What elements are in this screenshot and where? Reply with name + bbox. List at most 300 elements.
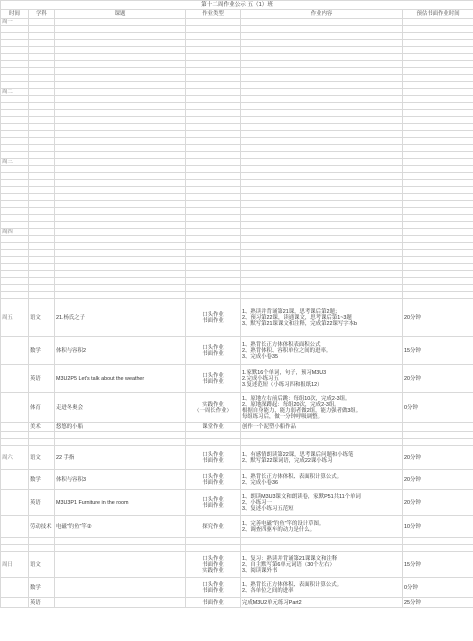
topic-cell[interactable]: 体积与容积3: [55, 470, 186, 490]
empty-cell[interactable]: [1, 33, 29, 40]
empty-cell[interactable]: [186, 26, 241, 33]
empty-cell[interactable]: [29, 159, 55, 166]
empty-cell[interactable]: [403, 250, 473, 257]
empty-cell[interactable]: [29, 96, 55, 103]
topic-cell[interactable]: 21.杨氏之子: [55, 299, 186, 337]
empty-cell[interactable]: [186, 152, 241, 159]
empty-cell[interactable]: [29, 439, 55, 446]
empty-cell[interactable]: [186, 538, 241, 545]
empty-cell[interactable]: [186, 215, 241, 222]
content-cell[interactable]: [241, 578, 403, 598]
empty-cell[interactable]: [1, 96, 29, 103]
empty-cell[interactable]: [55, 145, 186, 152]
empty-cell[interactable]: [55, 173, 186, 180]
empty-cell[interactable]: [55, 545, 186, 552]
empty-cell[interactable]: [186, 545, 241, 552]
empty-cell[interactable]: [241, 96, 403, 103]
empty-cell[interactable]: [403, 152, 473, 159]
empty-cell[interactable]: [403, 439, 473, 446]
empty-cell[interactable]: [55, 215, 186, 222]
empty-cell[interactable]: [1, 264, 29, 271]
type-cell[interactable]: [186, 423, 241, 432]
subject-cell[interactable]: 英语: [29, 598, 55, 608]
empty-cell[interactable]: [186, 278, 241, 285]
empty-cell[interactable]: [55, 117, 186, 124]
empty-cell[interactable]: [29, 110, 55, 117]
empty-cell[interactable]: [29, 201, 55, 208]
empty-cell[interactable]: [1, 26, 29, 33]
empty-cell[interactable]: [403, 89, 473, 96]
time-cell[interactable]: 20分钟: [403, 446, 473, 470]
topic-cell[interactable]: 走进冬奥会: [55, 393, 186, 423]
topic-cell[interactable]: 悠悠的小船: [55, 423, 186, 432]
empty-cell[interactable]: [1, 180, 29, 187]
empty-cell[interactable]: [241, 236, 403, 243]
empty-cell[interactable]: [403, 194, 473, 201]
empty-cell[interactable]: [29, 19, 55, 26]
type-cell[interactable]: [186, 337, 241, 365]
empty-cell[interactable]: [55, 236, 186, 243]
topic-cell[interactable]: 22 手指: [55, 446, 186, 470]
empty-cell[interactable]: [1, 432, 29, 439]
empty-cell[interactable]: [403, 201, 473, 208]
empty-cell[interactable]: [186, 103, 241, 110]
empty-cell[interactable]: [55, 82, 186, 89]
empty-cell[interactable]: [55, 152, 186, 159]
empty-cell[interactable]: [403, 264, 473, 271]
day-label[interactable]: 周四: [1, 229, 29, 236]
empty-cell[interactable]: [55, 292, 186, 299]
empty-cell[interactable]: [29, 229, 55, 236]
empty-cell[interactable]: [55, 166, 186, 173]
empty-cell[interactable]: [241, 285, 403, 292]
empty-cell[interactable]: [55, 68, 186, 75]
empty-cell[interactable]: [403, 180, 473, 187]
empty-cell[interactable]: [241, 82, 403, 89]
empty-cell[interactable]: [241, 194, 403, 201]
empty-cell[interactable]: [241, 173, 403, 180]
col-type-header[interactable]: 作业类型: [186, 10, 241, 19]
time-cell[interactable]: 25分钟: [403, 598, 473, 608]
empty-cell[interactable]: [1, 439, 29, 446]
empty-cell[interactable]: [403, 432, 473, 439]
type-cell[interactable]: [186, 365, 241, 393]
empty-cell[interactable]: [29, 131, 55, 138]
subject-cell[interactable]: 语文: [29, 299, 55, 337]
empty-cell[interactable]: [241, 187, 403, 194]
subject-cell[interactable]: 英语: [29, 365, 55, 393]
empty-cell[interactable]: [241, 40, 403, 47]
empty-cell[interactable]: [403, 33, 473, 40]
empty-cell[interactable]: [29, 40, 55, 47]
empty-cell[interactable]: [186, 117, 241, 124]
empty-cell[interactable]: [55, 33, 186, 40]
empty-cell[interactable]: [1, 131, 29, 138]
empty-cell[interactable]: [29, 47, 55, 54]
empty-cell[interactable]: [186, 145, 241, 152]
time-cell[interactable]: 20分钟: [403, 470, 473, 490]
day-label[interactable]: [1, 423, 29, 432]
time-cell[interactable]: 0分钟: [403, 578, 473, 598]
empty-cell[interactable]: [241, 250, 403, 257]
empty-cell[interactable]: [241, 124, 403, 131]
col-minutes-header[interactable]: 预估书面作业时间: [403, 10, 473, 19]
empty-cell[interactable]: [1, 152, 29, 159]
empty-cell[interactable]: [241, 145, 403, 152]
empty-cell[interactable]: [29, 26, 55, 33]
empty-cell[interactable]: [55, 180, 186, 187]
empty-cell[interactable]: [241, 229, 403, 236]
empty-cell[interactable]: [29, 250, 55, 257]
type-cell[interactable]: [186, 470, 241, 490]
empty-cell[interactable]: [29, 166, 55, 173]
empty-cell[interactable]: [241, 180, 403, 187]
empty-cell[interactable]: [241, 47, 403, 54]
subject-cell[interactable]: 美术: [29, 423, 55, 432]
content-cell[interactable]: [241, 337, 403, 365]
empty-cell[interactable]: [1, 138, 29, 145]
empty-cell[interactable]: [55, 285, 186, 292]
empty-cell[interactable]: [29, 89, 55, 96]
empty-cell[interactable]: [186, 285, 241, 292]
empty-cell[interactable]: [55, 439, 186, 446]
empty-cell[interactable]: [29, 222, 55, 229]
empty-cell[interactable]: [29, 257, 55, 264]
empty-cell[interactable]: [241, 432, 403, 439]
empty-cell[interactable]: [29, 292, 55, 299]
empty-cell[interactable]: [241, 545, 403, 552]
type-cell[interactable]: [186, 578, 241, 598]
day-label[interactable]: [1, 470, 29, 490]
empty-cell[interactable]: [1, 166, 29, 173]
empty-cell[interactable]: [241, 278, 403, 285]
empty-cell[interactable]: [403, 545, 473, 552]
empty-cell[interactable]: [403, 538, 473, 545]
empty-cell[interactable]: [55, 103, 186, 110]
topic-cell[interactable]: [55, 552, 186, 578]
empty-cell[interactable]: [186, 96, 241, 103]
empty-cell[interactable]: [55, 208, 186, 215]
day-label[interactable]: [1, 578, 29, 598]
empty-cell[interactable]: [241, 131, 403, 138]
empty-cell[interactable]: [403, 243, 473, 250]
empty-cell[interactable]: [55, 222, 186, 229]
empty-cell[interactable]: [1, 110, 29, 117]
empty-cell[interactable]: [55, 110, 186, 117]
subject-cell[interactable]: 语文: [29, 446, 55, 470]
empty-cell[interactable]: [186, 180, 241, 187]
empty-cell[interactable]: [403, 96, 473, 103]
empty-cell[interactable]: [186, 159, 241, 166]
empty-cell[interactable]: [403, 166, 473, 173]
empty-cell[interactable]: [29, 33, 55, 40]
empty-cell[interactable]: [1, 208, 29, 215]
empty-cell[interactable]: [55, 61, 186, 68]
day-label[interactable]: [1, 337, 29, 365]
empty-cell[interactable]: [55, 538, 186, 545]
empty-cell[interactable]: [403, 68, 473, 75]
time-cell[interactable]: 0分钟: [403, 393, 473, 423]
empty-cell[interactable]: [1, 201, 29, 208]
day-label[interactable]: 周五: [1, 299, 29, 337]
subject-cell[interactable]: 数学: [29, 470, 55, 490]
content-cell[interactable]: [241, 598, 403, 608]
empty-cell[interactable]: [55, 138, 186, 145]
empty-cell[interactable]: [403, 229, 473, 236]
empty-cell[interactable]: [29, 432, 55, 439]
empty-cell[interactable]: [1, 271, 29, 278]
empty-cell[interactable]: [403, 54, 473, 61]
empty-cell[interactable]: [1, 194, 29, 201]
empty-cell[interactable]: [55, 250, 186, 257]
empty-cell[interactable]: [1, 82, 29, 89]
type-cell[interactable]: [186, 552, 241, 578]
subject-cell[interactable]: 数学: [29, 578, 55, 598]
empty-cell[interactable]: [55, 278, 186, 285]
empty-cell[interactable]: [186, 201, 241, 208]
empty-cell[interactable]: [29, 173, 55, 180]
empty-cell[interactable]: [1, 47, 29, 54]
empty-cell[interactable]: [241, 117, 403, 124]
empty-cell[interactable]: [241, 54, 403, 61]
empty-cell[interactable]: [186, 166, 241, 173]
type-cell[interactable]: [186, 446, 241, 470]
topic-cell[interactable]: M3U3P1 Furniture in the room: [55, 490, 186, 516]
empty-cell[interactable]: [403, 47, 473, 54]
empty-cell[interactable]: [186, 173, 241, 180]
empty-cell[interactable]: [29, 545, 55, 552]
empty-cell[interactable]: [403, 40, 473, 47]
content-cell[interactable]: [241, 365, 403, 393]
empty-cell[interactable]: [241, 152, 403, 159]
empty-cell[interactable]: [1, 173, 29, 180]
subject-cell[interactable]: 劳动技术: [29, 516, 55, 538]
empty-cell[interactable]: [403, 61, 473, 68]
content-cell[interactable]: [241, 299, 403, 337]
empty-cell[interactable]: [55, 40, 186, 47]
empty-cell[interactable]: [403, 82, 473, 89]
empty-cell[interactable]: [186, 187, 241, 194]
empty-cell[interactable]: [241, 159, 403, 166]
empty-cell[interactable]: [403, 285, 473, 292]
empty-cell[interactable]: [1, 278, 29, 285]
subject-cell[interactable]: 数学: [29, 337, 55, 365]
empty-cell[interactable]: [186, 208, 241, 215]
type-cell[interactable]: [186, 516, 241, 538]
empty-cell[interactable]: [1, 257, 29, 264]
time-cell[interactable]: 20分钟: [403, 365, 473, 393]
empty-cell[interactable]: [186, 138, 241, 145]
empty-cell[interactable]: [186, 229, 241, 236]
empty-cell[interactable]: [1, 145, 29, 152]
empty-cell[interactable]: [55, 75, 186, 82]
empty-cell[interactable]: [55, 264, 186, 271]
empty-cell[interactable]: [403, 278, 473, 285]
empty-cell[interactable]: [186, 243, 241, 250]
day-label[interactable]: [1, 365, 29, 393]
empty-cell[interactable]: [55, 26, 186, 33]
empty-cell[interactable]: [29, 285, 55, 292]
empty-cell[interactable]: [241, 208, 403, 215]
empty-cell[interactable]: [55, 271, 186, 278]
empty-cell[interactable]: [1, 236, 29, 243]
empty-cell[interactable]: [29, 82, 55, 89]
empty-cell[interactable]: [186, 19, 241, 26]
time-cell[interactable]: 20分钟: [403, 299, 473, 337]
empty-cell[interactable]: [55, 131, 186, 138]
day-label[interactable]: [1, 393, 29, 423]
empty-cell[interactable]: [29, 264, 55, 271]
empty-cell[interactable]: [403, 19, 473, 26]
empty-cell[interactable]: [186, 61, 241, 68]
content-cell[interactable]: [241, 470, 403, 490]
empty-cell[interactable]: [403, 208, 473, 215]
empty-cell[interactable]: [1, 250, 29, 257]
empty-cell[interactable]: [29, 103, 55, 110]
subject-cell[interactable]: 英语: [29, 490, 55, 516]
empty-cell[interactable]: [241, 19, 403, 26]
empty-cell[interactable]: [403, 215, 473, 222]
empty-cell[interactable]: [29, 68, 55, 75]
empty-cell[interactable]: [186, 236, 241, 243]
empty-cell[interactable]: [186, 439, 241, 446]
day-label[interactable]: 周三: [1, 159, 29, 166]
day-label[interactable]: [1, 598, 29, 608]
empty-cell[interactable]: [241, 33, 403, 40]
content-cell[interactable]: [241, 516, 403, 538]
empty-cell[interactable]: [29, 180, 55, 187]
empty-cell[interactable]: [1, 61, 29, 68]
time-cell[interactable]: 15分钟: [403, 337, 473, 365]
empty-cell[interactable]: [241, 75, 403, 82]
empty-cell[interactable]: [55, 124, 186, 131]
empty-cell[interactable]: [186, 222, 241, 229]
empty-cell[interactable]: [29, 61, 55, 68]
empty-cell[interactable]: [55, 194, 186, 201]
empty-cell[interactable]: [403, 110, 473, 117]
empty-cell[interactable]: [29, 271, 55, 278]
empty-cell[interactable]: [186, 432, 241, 439]
empty-cell[interactable]: [186, 292, 241, 299]
empty-cell[interactable]: [1, 54, 29, 61]
col-topic-header[interactable]: 课题: [55, 10, 186, 19]
col-subject-header[interactable]: 学科: [29, 10, 55, 19]
empty-cell[interactable]: [29, 243, 55, 250]
empty-cell[interactable]: [1, 545, 29, 552]
empty-cell[interactable]: [241, 538, 403, 545]
empty-cell[interactable]: [186, 54, 241, 61]
empty-cell[interactable]: [241, 257, 403, 264]
empty-cell[interactable]: [186, 194, 241, 201]
empty-cell[interactable]: [403, 75, 473, 82]
empty-cell[interactable]: [241, 103, 403, 110]
topic-cell[interactable]: M3U2P5 Let's talk about the weather: [55, 365, 186, 393]
empty-cell[interactable]: [186, 40, 241, 47]
empty-cell[interactable]: [241, 61, 403, 68]
empty-cell[interactable]: [55, 243, 186, 250]
empty-cell[interactable]: [241, 89, 403, 96]
empty-cell[interactable]: [55, 19, 186, 26]
empty-cell[interactable]: [241, 201, 403, 208]
empty-cell[interactable]: [1, 117, 29, 124]
empty-cell[interactable]: [29, 124, 55, 131]
empty-cell[interactable]: [55, 47, 186, 54]
empty-cell[interactable]: [29, 236, 55, 243]
day-label[interactable]: 周二: [1, 89, 29, 96]
empty-cell[interactable]: [186, 271, 241, 278]
empty-cell[interactable]: [1, 285, 29, 292]
empty-cell[interactable]: [186, 257, 241, 264]
col-content-header[interactable]: 作业内容: [241, 10, 403, 19]
empty-cell[interactable]: [1, 124, 29, 131]
empty-cell[interactable]: [55, 432, 186, 439]
topic-cell[interactable]: 电磁"钓鱼"竿②: [55, 516, 186, 538]
type-cell[interactable]: [186, 598, 241, 608]
empty-cell[interactable]: [29, 208, 55, 215]
empty-cell[interactable]: [1, 538, 29, 545]
empty-cell[interactable]: [1, 222, 29, 229]
empty-cell[interactable]: [403, 145, 473, 152]
time-cell[interactable]: 15分钟: [403, 552, 473, 578]
type-cell[interactable]: [186, 299, 241, 337]
empty-cell[interactable]: [55, 159, 186, 166]
empty-cell[interactable]: [29, 278, 55, 285]
day-label[interactable]: 周日: [1, 552, 29, 578]
day-label[interactable]: 周六: [1, 446, 29, 470]
empty-cell[interactable]: [241, 110, 403, 117]
empty-cell[interactable]: [186, 89, 241, 96]
empty-cell[interactable]: [55, 89, 186, 96]
empty-cell[interactable]: [186, 33, 241, 40]
empty-cell[interactable]: [1, 292, 29, 299]
content-cell[interactable]: [241, 490, 403, 516]
empty-cell[interactable]: [403, 103, 473, 110]
empty-cell[interactable]: [241, 243, 403, 250]
empty-cell[interactable]: [186, 131, 241, 138]
type-cell[interactable]: [186, 490, 241, 516]
subject-cell[interactable]: 体育: [29, 393, 55, 423]
empty-cell[interactable]: [29, 187, 55, 194]
col-time-header[interactable]: 时间: [1, 10, 29, 19]
topic-cell[interactable]: [55, 578, 186, 598]
empty-cell[interactable]: [1, 40, 29, 47]
empty-cell[interactable]: [1, 68, 29, 75]
empty-cell[interactable]: [55, 187, 186, 194]
empty-cell[interactable]: [55, 257, 186, 264]
empty-cell[interactable]: [29, 194, 55, 201]
empty-cell[interactable]: [241, 26, 403, 33]
content-cell[interactable]: [241, 446, 403, 470]
empty-cell[interactable]: [241, 292, 403, 299]
time-cell[interactable]: 10分钟: [403, 516, 473, 538]
empty-cell[interactable]: [1, 215, 29, 222]
topic-cell[interactable]: 体积与容积2: [55, 337, 186, 365]
empty-cell[interactable]: [403, 26, 473, 33]
empty-cell[interactable]: [186, 75, 241, 82]
empty-cell[interactable]: [241, 264, 403, 271]
empty-cell[interactable]: [186, 47, 241, 54]
empty-cell[interactable]: [29, 75, 55, 82]
day-label[interactable]: [1, 516, 29, 538]
empty-cell[interactable]: [186, 68, 241, 75]
empty-cell[interactable]: [403, 236, 473, 243]
time-cell[interactable]: [403, 423, 473, 432]
empty-cell[interactable]: [403, 124, 473, 131]
empty-cell[interactable]: [403, 222, 473, 229]
empty-cell[interactable]: [241, 138, 403, 145]
empty-cell[interactable]: [29, 152, 55, 159]
content-cell[interactable]: [241, 393, 403, 423]
